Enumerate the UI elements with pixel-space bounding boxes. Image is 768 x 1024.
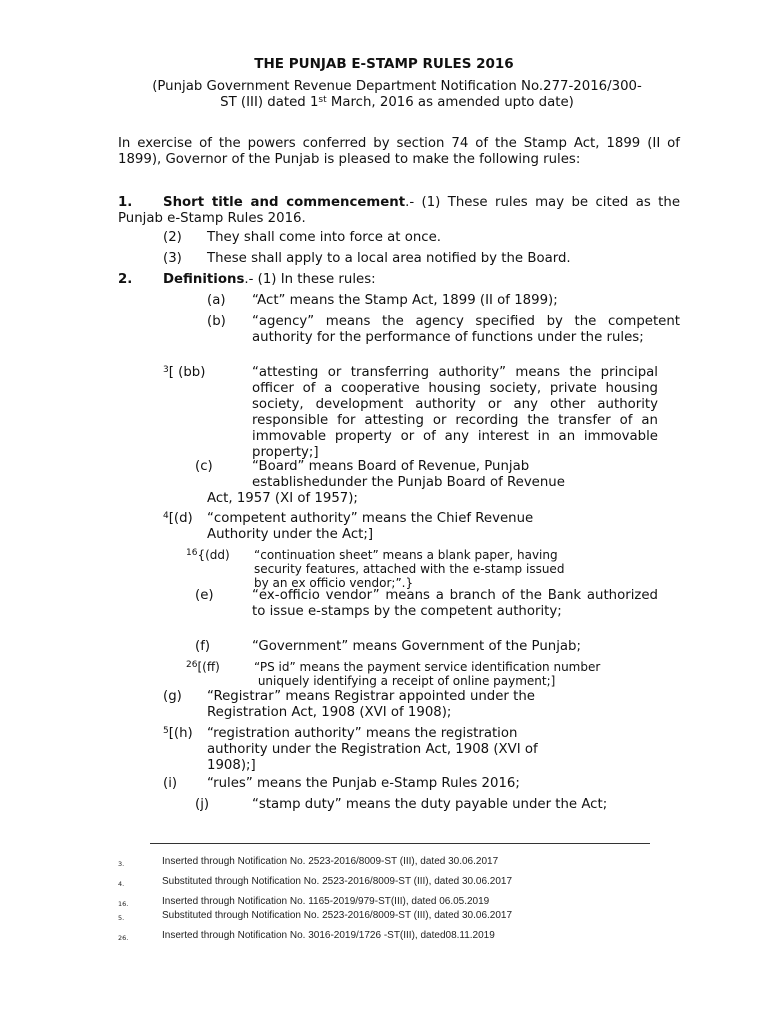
subtitle-line-1: (Punjab Government Revenue Department Notification No.277-2016/300- [152,79,642,94]
def-a-text: “Act” means the Stamp Act, 1899 (II of 1899); [252,293,558,308]
footnote-text: Substituted through Notification No. 2523-2016/8009-ST (III), dated 30.06.2017 [162,910,513,921]
def-d-label: [(d) [168,511,193,526]
footnote-text: Inserted through Notification No. 2523-2016/8009-ST (III), dated 30.06.2017 [162,856,499,867]
section-1-sub-2-label: (2) [163,230,182,245]
section-2-text: .- (1) In these rules: [244,272,376,287]
def-j-text: “stamp duty” means the duty payable under the Act; [252,797,608,812]
def-dd-label: {(dd) [197,548,230,562]
def-e-text: “ex-officio vendor” means a branch of the Bank authorized to issue e-stamps by the competent authority; [252,588,658,619]
def-i-text: “rules” means the Punjab e-Stamp Rules 2016; [207,776,520,791]
subtitle-line-2 [112,95,682,111]
footnote-text: Inserted through Notification No. 3016-2019/1726 -ST(III), dated08.11.2019 [162,930,495,941]
section-1-text: .- (1) These rules may be cited as the Punjab e-Stamp Rules 2016. [118,195,680,226]
def-b-text: “agency” means the agency specified by the competent authority for the performance of functions under the rules; [252,314,680,345]
footnote-number: 5. [118,914,125,922]
document-title: THE PUNJAB E-STAMP RULES 2016 [254,56,514,72]
def-g-label: (g) [163,689,182,704]
document-subtitle [112,79,682,111]
def-g-text-2: Registration Act, 1908 (XVI of 1908); [207,705,452,720]
section-2-body [163,272,376,288]
def-dd-text-3: by an ex officio vendor;”.} [254,576,414,590]
def-c-text-2: establishedunder the Punjab Board of Revenue [252,475,565,490]
section-1-sub-2-text: They shall come into force at once. [207,230,442,245]
footnote-number: 4. [118,880,125,888]
def-g-text-1: “Registrar” means Registrar appointed under the [207,689,535,704]
def-i-label: (i) [163,776,178,791]
footnote-ref: 4 [163,511,169,521]
footnote-ref: 16 [186,548,198,558]
subtitle-sup: st [318,95,327,105]
section-2-number: 2. [118,272,133,287]
footnote-ref: 5 [163,726,169,736]
section-1-sub-3-text: These shall apply to a local area notified by the Board. [207,251,571,266]
footnote-number: 26. [118,934,129,942]
footnote-text: Inserted through Notification No. 1165-2019/979-ST(III), dated 06.05.2019 [162,896,490,907]
def-dd-text-1: “continuation sheet” means a blank paper, having [254,548,558,562]
def-dd-marker [186,548,230,562]
section-1-heading: Short title and commencement [163,195,406,210]
footnote-text: Substituted through Notification No. 2523-2016/8009-ST (III), dated 30.06.2017 [162,876,513,887]
def-h-marker [163,726,193,742]
subtitle-text: ST (III) dated 1 [220,95,319,110]
def-ff-text-1: “PS id” means the payment service identification number [254,660,601,674]
def-dd-text-2: security features, attached with the e-stamp issued [254,562,565,576]
footnote-ref: 26 [186,660,198,670]
def-b-label: (b) [207,314,226,329]
def-f-label: (f) [195,639,211,654]
def-h-text-1: “registration authority” means the registration [207,726,518,741]
def-h-label: [(h) [168,726,193,741]
def-ff-marker [186,660,220,674]
def-ff-text-2: uniquely identifying a receipt of online payment;] [254,674,556,688]
def-a-label: (a) [207,293,226,308]
def-d-marker [163,511,193,527]
def-ff-label: [(ff) [197,660,220,674]
def-h-text-3: 1908);] [207,758,256,773]
def-bb-label: [ (bb) [168,365,206,380]
def-j-label: (j) [195,797,210,812]
section-1-number: 1. [118,195,133,210]
def-bb-marker [163,365,205,381]
preamble: In exercise of the powers conferred by section 74 of the Stamp Act, 1899 (II of 1899), Governor of the Punjab is pleased to make the following rules: [118,136,680,167]
footnote-separator [150,843,650,844]
footnote-number: 16. [118,900,129,908]
def-d-text-1: “competent authority” means the Chief Revenue [207,511,534,526]
footnote-number: 3. [118,860,125,868]
footnote-ref: 3 [163,365,169,375]
def-c-text-3: Act, 1957 (XI of 1957); [207,491,358,506]
def-h-text-2: authority under the Registration Act, 1908 (XVI of [207,742,538,757]
subtitle-text: March, 2016 as amended upto date) [326,95,574,110]
def-bb-text: “attesting or transferring authority” means the principal officer of a cooperative housing society, private housing society, development authority or any other authority responsible for attesting or recording the transfer of an immovable property or of any interest in an immovable property;] [252,365,658,460]
section-1-body [118,195,680,227]
section-2-heading: Definitions [163,272,245,287]
def-c-label: (c) [195,459,213,474]
section-1-sub-3-label: (3) [163,251,182,266]
def-c-text-1: “Board” means Board of Revenue, Punjab [252,459,530,474]
def-d-text-2: Authority under the Act;] [207,527,374,542]
def-e-label: (e) [195,588,214,603]
def-f-text: “Government” means Government of the Punjab; [252,639,581,654]
